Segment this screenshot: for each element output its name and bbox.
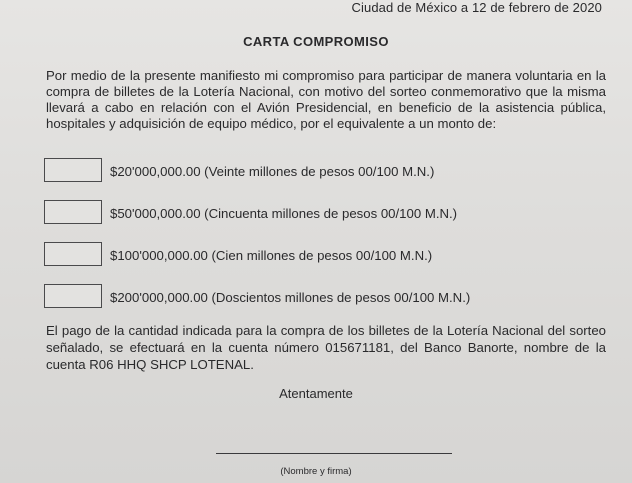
amount-checkbox-200m[interactable] <box>44 284 102 308</box>
closing-text: Atentamente <box>279 386 353 401</box>
payment-paragraph: El pago de la cantidad indicada para la compra de los billetes de la Lotería Nacional del sorteo señalado, se efectuará en la cuenta número 015671181, del Banco Banorte, nombre de la cuenta R06 HHQ SHCP LOTENAL. <box>46 323 606 372</box>
amount-checkbox-50m[interactable] <box>44 200 102 224</box>
amount-option-200m <box>44 284 604 326</box>
signature-line[interactable] <box>216 453 452 454</box>
signature-caption: (Nombre y firma) <box>280 466 352 477</box>
amount-label-200m: $200'000,000.00 (Doscientos millones de pesos 00/100 M.N.) <box>110 290 471 305</box>
amount-option-50m <box>44 200 604 242</box>
date-line: Ciudad de México a 12 de febrero de 2020 <box>351 0 602 15</box>
amount-option-100m <box>44 242 604 284</box>
amount-label-50m: $50'000,000.00 (Cincuenta millones de pesos 00/100 M.N.) <box>110 206 458 221</box>
intro-paragraph: Por medio de la presente manifiesto mi compromiso para participar de manera voluntaria en la compra de billetes de la Lotería Nacional, con motivo del sorteo conmemorativo que la misma llevará a cabo en relación con el Avión Presidencial, en beneficio de la asistencia pública, hospitales y adquisición de equipo médico, por el equivalente a un monto de: <box>46 68 606 131</box>
amount-checkbox-20m[interactable] <box>44 158 102 182</box>
amount-options <box>44 158 604 326</box>
amount-label-100m: $100'000,000.00 (Cien millones de pesos 00/100 M.N.) <box>110 248 433 263</box>
letter-title: CARTA COMPROMISO <box>243 34 389 49</box>
amount-option-20m <box>44 158 604 200</box>
amount-label-20m: $20'000,000.00 (Veinte millones de pesos 00/100 M.N.) <box>110 164 435 179</box>
amount-checkbox-100m[interactable] <box>44 242 102 266</box>
